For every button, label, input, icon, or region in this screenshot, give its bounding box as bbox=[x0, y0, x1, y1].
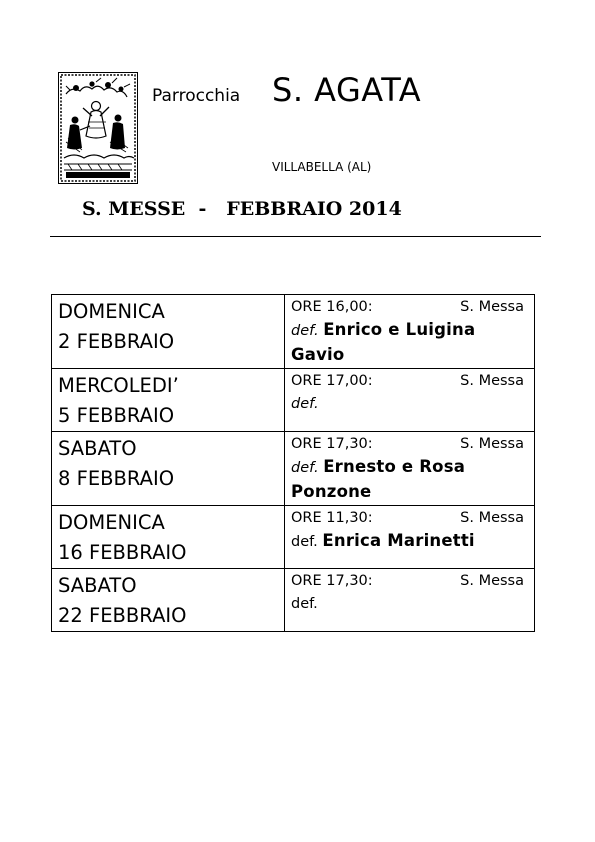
def-prefix: def. bbox=[291, 460, 319, 476]
day-date: 16 FEBBRAIO bbox=[58, 541, 187, 564]
parish-prefix: Parrocchia bbox=[152, 86, 241, 106]
day-cell bbox=[52, 432, 285, 506]
mass-info-cell bbox=[285, 506, 535, 569]
time-line bbox=[291, 433, 524, 455]
deceased-names-continued: Ponzone bbox=[291, 482, 372, 501]
def-line bbox=[291, 529, 524, 554]
day-name: DOMENICA bbox=[58, 511, 165, 534]
time-line bbox=[291, 570, 524, 592]
mass-time: ORE 16,00: bbox=[291, 299, 373, 315]
schedule-row bbox=[52, 569, 535, 632]
day-date: 22 FEBBRAIO bbox=[58, 604, 187, 627]
schedule-row bbox=[52, 295, 535, 369]
deceased-names: Enrica Marinetti bbox=[322, 531, 475, 550]
parish-name: S. AGATA bbox=[272, 71, 422, 109]
def-prefix: def. bbox=[291, 596, 318, 612]
deceased-names: Enrico e Luigina bbox=[323, 320, 476, 339]
schedule-row bbox=[52, 432, 535, 506]
deceased-names-continued: Gavio bbox=[291, 345, 345, 364]
day-date: 8 FEBBRAIO bbox=[58, 467, 175, 490]
def-line bbox=[291, 392, 524, 416]
mass-info-cell bbox=[285, 432, 535, 506]
location-label: VILLABELLA (AL) bbox=[272, 160, 372, 174]
page-title: S. MESSE - FEBBRAIO 2014 bbox=[82, 198, 402, 220]
day-cell bbox=[52, 369, 285, 432]
day-name: MERCOLEDI’ bbox=[58, 374, 179, 397]
mass-time: ORE 11,30: bbox=[291, 510, 373, 526]
time-line bbox=[291, 296, 524, 318]
def-prefix: def. bbox=[291, 534, 318, 550]
mass-schedule-table bbox=[51, 294, 535, 632]
def-line bbox=[291, 318, 524, 343]
mass-time: ORE 17,00: bbox=[291, 373, 373, 389]
time-line bbox=[291, 507, 524, 529]
mass-info-cell bbox=[285, 569, 535, 632]
def-line bbox=[291, 592, 524, 616]
mass-label: S. Messa bbox=[460, 373, 524, 389]
day-name: SABATO bbox=[58, 437, 137, 460]
def-line-continued bbox=[291, 480, 524, 505]
day-date: 5 FEBBRAIO bbox=[58, 404, 175, 427]
schedule-row bbox=[52, 506, 535, 569]
mass-time: ORE 17,30: bbox=[291, 573, 373, 589]
mass-info-cell bbox=[285, 369, 535, 432]
mass-info-cell bbox=[285, 295, 535, 369]
day-cell bbox=[52, 569, 285, 632]
mass-label: S. Messa bbox=[460, 510, 524, 526]
day-cell bbox=[52, 295, 285, 369]
time-line bbox=[291, 370, 524, 392]
def-line bbox=[291, 455, 524, 480]
mass-label: S. Messa bbox=[460, 436, 524, 452]
day-date: 2 FEBBRAIO bbox=[58, 330, 175, 353]
saint-agatha-logo-icon bbox=[58, 72, 138, 184]
header-divider bbox=[50, 236, 541, 237]
mass-time: ORE 17,30: bbox=[291, 436, 373, 452]
schedule-row bbox=[52, 369, 535, 432]
day-name: SABATO bbox=[58, 574, 137, 597]
day-cell bbox=[52, 506, 285, 569]
day-name: DOMENICA bbox=[58, 300, 165, 323]
def-prefix: def. bbox=[291, 323, 319, 339]
def-prefix: def. bbox=[291, 396, 319, 412]
def-line-continued bbox=[291, 343, 524, 368]
deceased-names: Ernesto e Rosa bbox=[323, 457, 466, 476]
mass-label: S. Messa bbox=[460, 573, 524, 589]
mass-label: S. Messa bbox=[460, 299, 524, 315]
